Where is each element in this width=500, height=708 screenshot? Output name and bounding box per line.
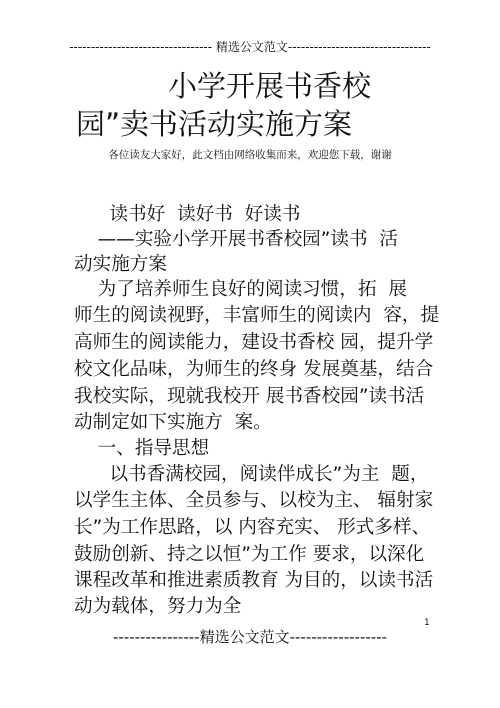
body-line: 动为载体，努力为全 (74, 596, 242, 617)
body-line: 动制定如下实施方 案。 (74, 412, 272, 433)
body-line: 读书好 读好书 好读书 (74, 204, 301, 225)
document-title-line-1: 小学开展书香校 (168, 69, 372, 103)
body-line: 以书香满校园，阅读伴成长”为主 题， (74, 464, 429, 485)
body-line: 为了培养师生良好的阅读习惯，拓 展 (74, 279, 407, 300)
body-line: 课程改革和推进素质教育 为目的，以读书活 (74, 570, 434, 591)
body-line: 校文化品味，为师生的终身 发展奠基，结合 (74, 359, 434, 380)
document-title-line-2: 园”卖书活动实施方案 (76, 107, 353, 141)
body-line: ——实验小学开展书香校园”读书 活 (74, 229, 399, 250)
download-notice: 各位读友大家好，此文档由网络收集而来，欢迎您下载，谢谢 (108, 149, 392, 161)
body-line: 长”为工作思路，以 内容充实、 形式多样、 (74, 517, 431, 538)
page-footer: ----------------精选公文范文------------------ (112, 628, 388, 646)
section-heading: 一、指导思想 (74, 438, 210, 459)
page-number: 1 (424, 618, 430, 628)
page-header: --------------------------------- 精选公文范文--------------------------------- (69, 40, 431, 54)
body-line: 高师生的阅读能力，建设书香校 园，提升学 (74, 332, 434, 353)
body-line: 动实施方案 (74, 254, 167, 275)
body-line: 鼓励创新、持之以恒”为工作 要求，以深化 (74, 544, 425, 565)
body-line: 师生的阅读视野，丰富师生的阅读内 容，提 (74, 305, 440, 326)
body-line: 以学生主体、全员参与、以校为主、 辐射家 (74, 490, 434, 511)
body-line: 我校实际，现就我校开 展书香校园”读书活 (74, 386, 425, 407)
